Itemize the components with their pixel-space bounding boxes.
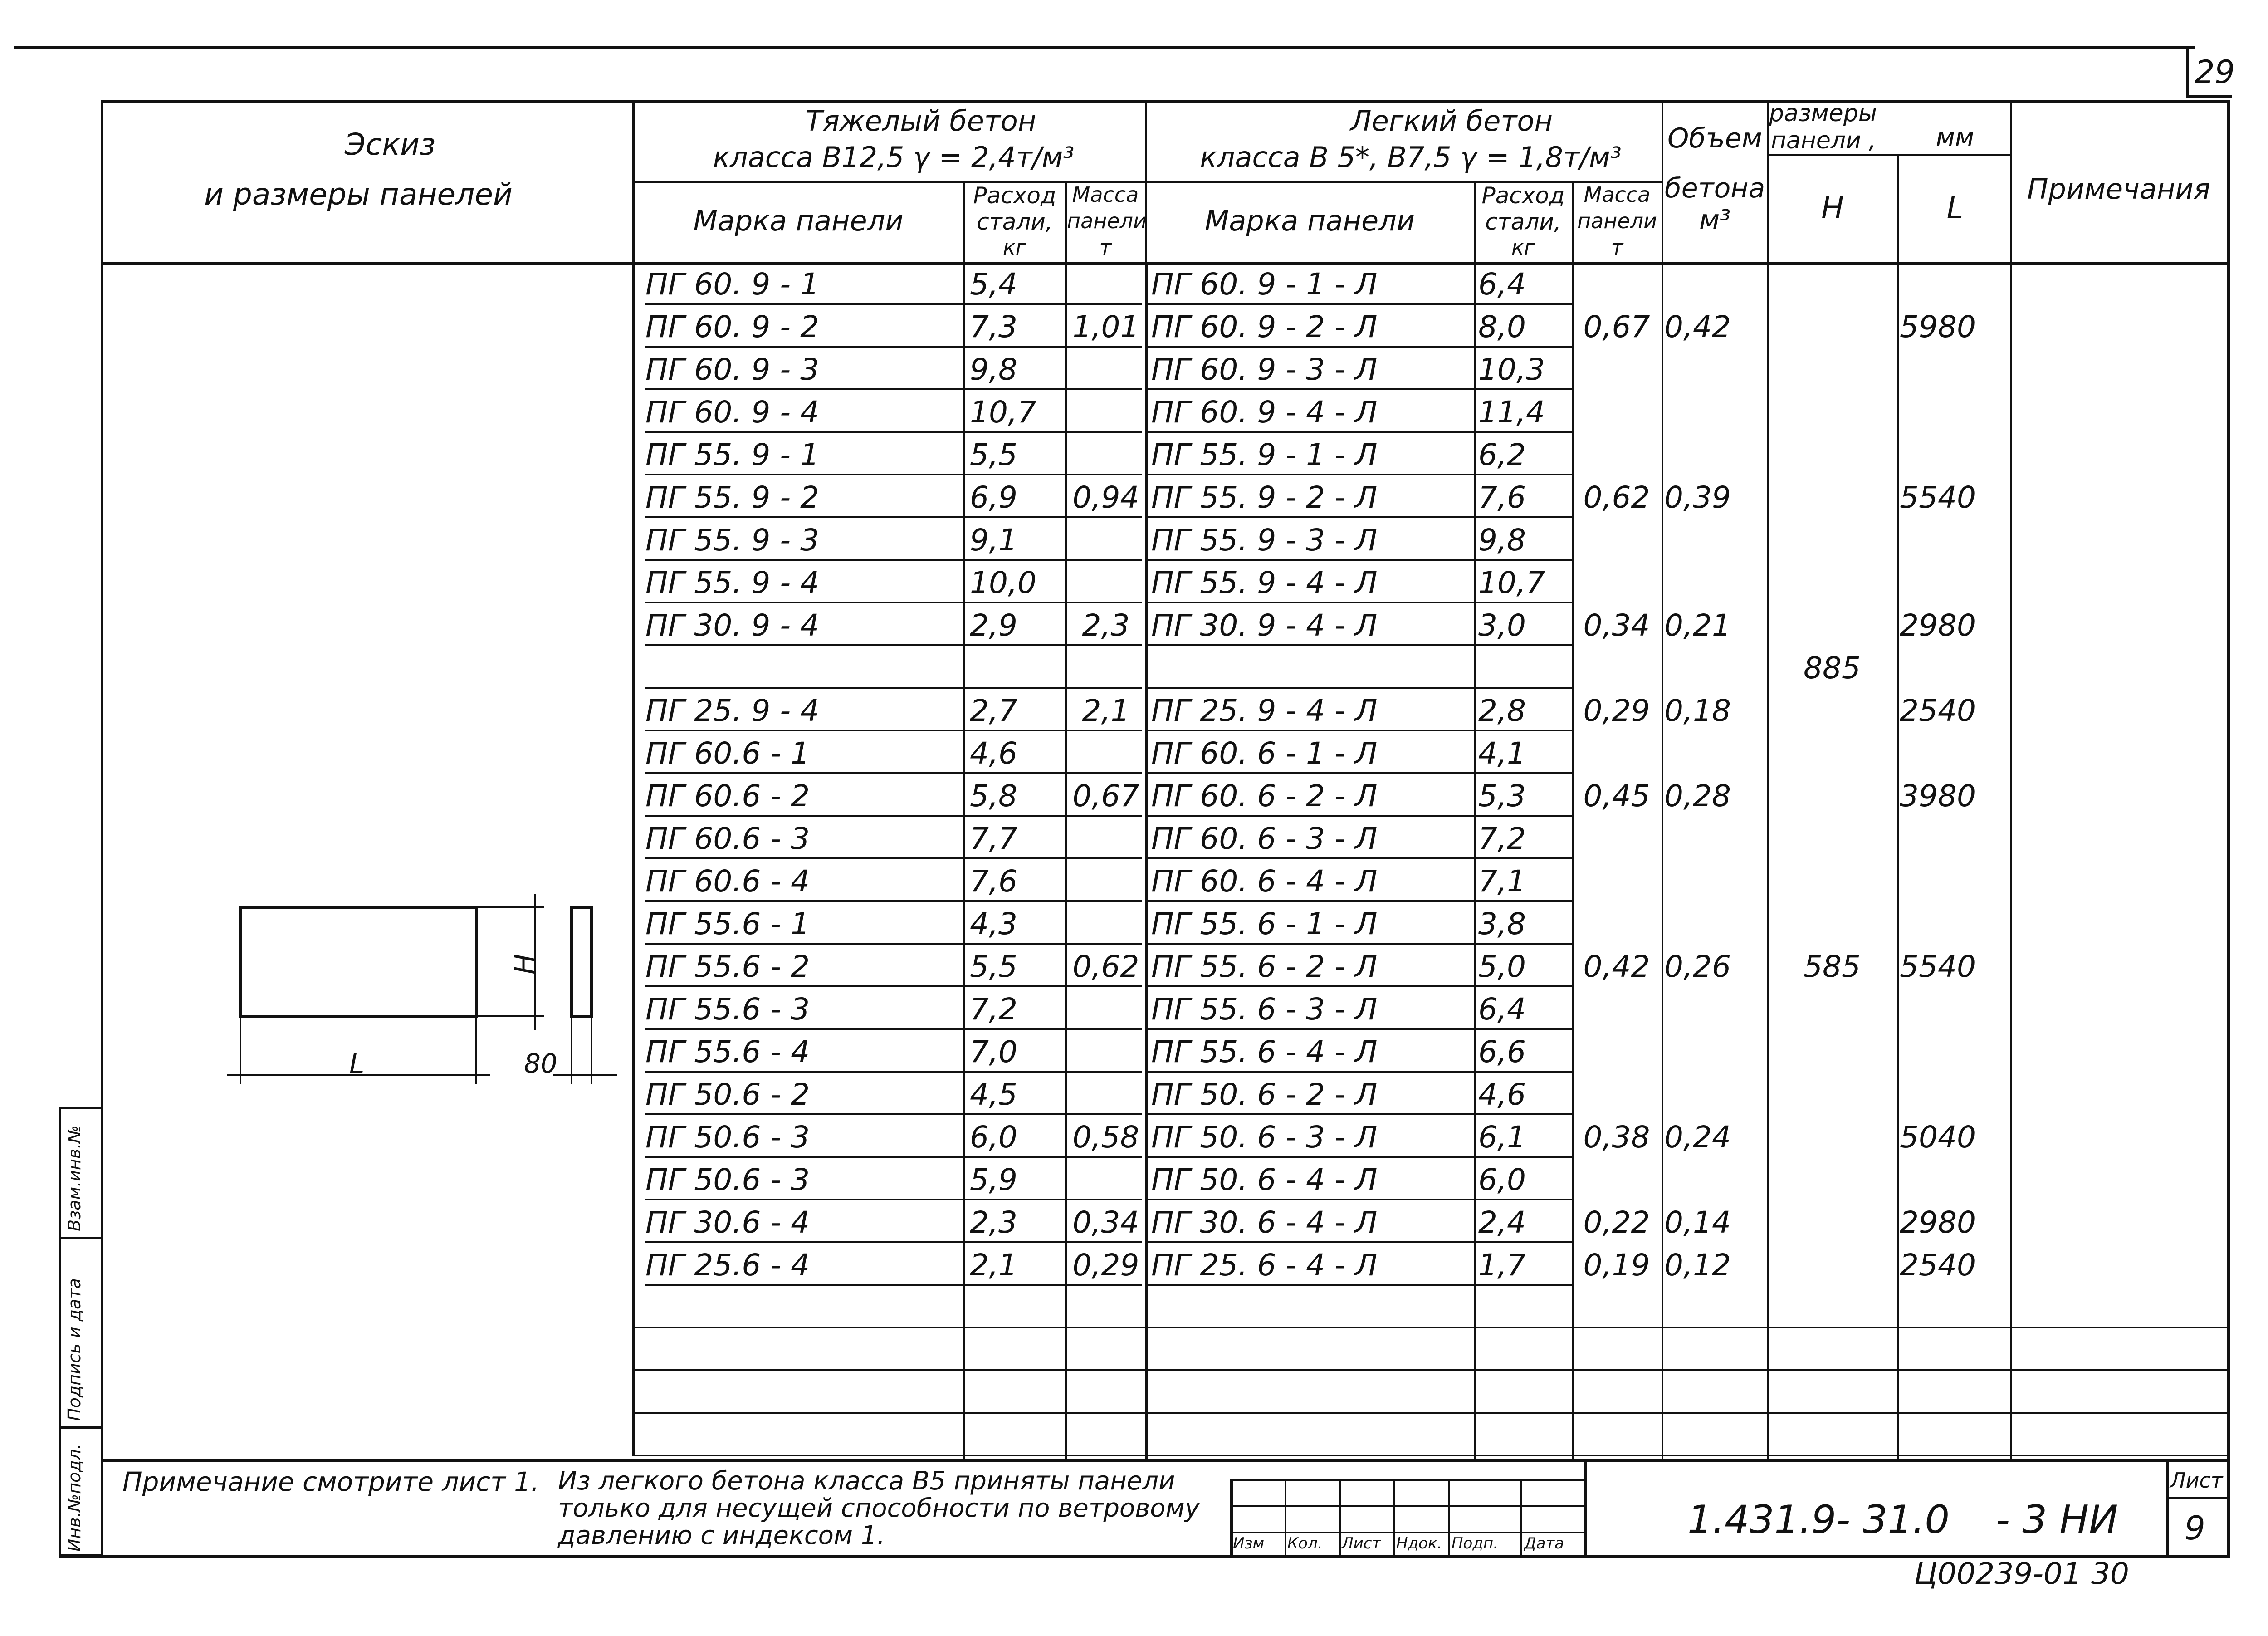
- row-rule: [1148, 772, 1479, 774]
- cell-mark: ПГ 55. 9 - 1: [645, 437, 820, 472]
- cell-vol: 0,12: [1664, 1248, 1731, 1283]
- light-title-2: класса В 5*, В7,5 γ = 1,8т/м³: [1200, 141, 1622, 174]
- cell-l: 5540: [1900, 949, 1976, 984]
- cell-mark: ПГ 60. 9 - 2: [645, 309, 820, 344]
- tb-ndok: Ндок.: [1396, 1534, 1442, 1553]
- row-rule: [1148, 474, 1479, 475]
- row-rule: [1148, 1113, 1479, 1115]
- cell-vol: 0,18: [1664, 693, 1731, 728]
- cell-lsteel: 6,6: [1478, 1034, 1526, 1069]
- row-rule: [645, 474, 1142, 475]
- cell-steel: 10,7: [970, 395, 1036, 430]
- cell-steel: 5,4: [970, 267, 1017, 302]
- cell-lmass: 0,34: [1583, 608, 1650, 643]
- cell-lmark: ПГ 50. 6 - 4 - Л: [1151, 1162, 1378, 1197]
- cell-steel: 6,9: [970, 480, 1017, 515]
- row-rule: [1148, 388, 1479, 390]
- side-stamp-cell-1: [59, 1427, 103, 1556]
- row-rule: [645, 772, 1142, 774]
- cell-mass: 0,34: [1072, 1205, 1139, 1240]
- panel-edge-outline: [572, 907, 591, 1016]
- cell-mass: 1,01: [1072, 309, 1139, 344]
- volume-title-3: м³: [1699, 204, 1731, 236]
- cell-lsteel: 7,2: [1478, 821, 1526, 856]
- cell-steel: 2,9: [970, 608, 1017, 643]
- cell-lmark: ПГ 60. 6 - 4 - Л: [1151, 864, 1378, 899]
- row-rule: [1148, 815, 1479, 817]
- cell-mark: ПГ 25. 9 - 4: [645, 693, 820, 728]
- row-rule: [1148, 857, 1479, 859]
- document-suffix: - 3 НИ: [1996, 1497, 2118, 1543]
- sheet-label: Лист: [2170, 1468, 2223, 1493]
- cell-mark: ПГ 60.6 - 2: [645, 779, 810, 813]
- cell-mark: ПГ 50.6 - 3: [645, 1162, 810, 1197]
- row-rule: [645, 1071, 1142, 1073]
- dims-unit: мм: [1936, 122, 1975, 152]
- cell-steel: 4,3: [970, 906, 1017, 941]
- row-rule: [1478, 815, 1574, 817]
- col-lsteel-header-2: стали,: [1485, 209, 1561, 235]
- cell-lmark: ПГ 55. 6 - 1 - Л: [1151, 906, 1378, 941]
- cell-lmass: 0,38: [1583, 1120, 1650, 1155]
- row-rule: [1148, 1071, 1479, 1073]
- cell-lsteel: 2,4: [1478, 1205, 1526, 1240]
- cell-lsteel: 5,3: [1478, 779, 1526, 813]
- page-number: 29: [2195, 54, 2235, 91]
- cell-steel: 4,6: [970, 736, 1017, 771]
- cell-mark: ПГ 55.6 - 2: [645, 949, 810, 984]
- row-rule: [1148, 303, 1479, 305]
- row-rule: [645, 602, 1142, 603]
- row-rule: [645, 431, 1142, 433]
- cell-mark: ПГ 55.6 - 3: [645, 992, 810, 1027]
- cell-lmark: ПГ 60. 9 - 1 - Л: [1151, 267, 1378, 302]
- row-rule: [645, 1284, 1142, 1286]
- row-rule: [1478, 559, 1574, 561]
- cell-lsteel: 3,8: [1478, 906, 1526, 941]
- cell-lsteel: 10,3: [1478, 352, 1545, 387]
- row-rule: [645, 1199, 1142, 1200]
- title-block-row-1: [1230, 1479, 1584, 1481]
- cell-vol: 0,26: [1664, 949, 1731, 984]
- col-h-header: Н: [1821, 191, 1844, 225]
- col-lmass-header-1: Масса: [1584, 182, 1651, 207]
- title-block-row-3: [1230, 1532, 1584, 1533]
- sheet-number: 9: [2185, 1509, 2205, 1547]
- cell-steel: 5,5: [970, 949, 1017, 984]
- row-rule: [1148, 943, 1479, 945]
- cell-lmark: ПГ 55. 6 - 2 - Л: [1151, 949, 1378, 984]
- cell-steel: 6,0: [970, 1120, 1017, 1155]
- cell-lsteel: 3,0: [1478, 608, 1526, 643]
- cell-mass: 0,94: [1072, 480, 1139, 515]
- col-mass-header-1: Масса: [1072, 182, 1139, 207]
- cell-steel: 4,5: [970, 1077, 1017, 1112]
- sheet-box-left: [2166, 1459, 2169, 1556]
- side-stamp-text-2: Подпись и дата: [64, 1278, 84, 1421]
- cell-lmark: ПГ 60. 6 - 2 - Л: [1151, 779, 1378, 813]
- row-rule: [1148, 985, 1479, 987]
- row-rule: [1478, 1284, 1574, 1286]
- tb-izm: Изм: [1233, 1534, 1265, 1553]
- dims-sub-rule: [1767, 154, 2010, 156]
- row-rule: [645, 346, 1142, 348]
- row-rule: [1148, 1284, 1479, 1286]
- tb-data: Дата: [1524, 1534, 1564, 1553]
- row-rule: [645, 559, 1142, 561]
- cell-mark: ПГ 60. 9 - 4: [645, 395, 820, 430]
- col-lmass-header-3: т: [1611, 235, 1623, 260]
- row-rule: [1478, 687, 1574, 689]
- row-rule: [645, 303, 1142, 305]
- cell-lsteel: 6,2: [1478, 437, 1526, 472]
- cell-vol: 0,24: [1664, 1120, 1731, 1155]
- row-rule: [1478, 1199, 1574, 1200]
- cell-vol: 0,39: [1664, 480, 1731, 515]
- row-rule: [645, 730, 1142, 731]
- row-rule-empty: [632, 1412, 2227, 1414]
- cell-mark: ПГ 50.6 - 3: [645, 1120, 810, 1155]
- side-stamp-cell-2: [59, 1238, 103, 1428]
- row-rule: [645, 1241, 1142, 1243]
- cell-lsteel: 5,0: [1478, 949, 1526, 984]
- cell-vol: 0,14: [1664, 1205, 1731, 1240]
- row-rule: [1148, 644, 1479, 646]
- row-rule: [645, 1156, 1142, 1158]
- cell-lsteel: 1,7: [1478, 1248, 1526, 1283]
- row-rule-empty: [632, 1455, 2227, 1456]
- header-div-hl: [1897, 154, 1899, 262]
- cell-mark: ПГ 55. 9 - 2: [645, 480, 820, 515]
- row-rule: [1148, 516, 1479, 518]
- cell-steel: 9,1: [970, 523, 1017, 558]
- row-rule: [645, 516, 1142, 518]
- sketch-title-1: Эскиз: [344, 127, 436, 162]
- cell-lmark: ПГ 60. 6 - 3 - Л: [1151, 821, 1378, 856]
- row-rule: [1478, 602, 1574, 603]
- cell-steel: 9,8: [970, 352, 1017, 387]
- cell-l: 2980: [1900, 1205, 1976, 1240]
- frame-top: [101, 100, 2230, 103]
- title-block-div-1: [1285, 1479, 1286, 1556]
- row-rule: [645, 900, 1142, 902]
- cell-lsteel: 10,7: [1478, 565, 1545, 600]
- cell-lsteel: 11,4: [1478, 395, 1545, 430]
- row-rule: [645, 1113, 1142, 1115]
- cell-mark: ПГ 60. 9 - 1: [645, 267, 820, 302]
- col-steel-header-3: кг: [1003, 235, 1026, 260]
- cell-mark: ПГ 60.6 - 4: [645, 864, 810, 899]
- cell-lmark: ПГ 55. 9 - 1 - Л: [1151, 437, 1378, 472]
- cell-lmark: ПГ 60. 9 - 4 - Л: [1151, 395, 1378, 430]
- cell-mark: ПГ 55. 9 - 4: [645, 565, 820, 600]
- row-rule: [1148, 559, 1479, 561]
- cell-h: 885: [1804, 651, 1861, 686]
- panel-table-body: [632, 262, 2227, 1460]
- row-rule-empty: [632, 1369, 2227, 1371]
- cell-lmass: 0,62: [1583, 480, 1650, 515]
- header-div-volume: [1662, 100, 1663, 262]
- col-steel-header-2: стали,: [977, 209, 1053, 235]
- row-rule: [1478, 730, 1574, 731]
- cell-lsteel: 7,1: [1478, 864, 1526, 899]
- cell-mass: 0,58: [1072, 1120, 1139, 1155]
- cell-lmark: ПГ 25. 9 - 4 - Л: [1151, 693, 1378, 728]
- cell-steel: 2,1: [970, 1248, 1017, 1283]
- col-l-header: L: [1946, 191, 1964, 225]
- cell-mark: ПГ 55. 9 - 3: [645, 523, 820, 558]
- cell-lsteel: 2,8: [1478, 693, 1526, 728]
- cell-mark: ПГ 30. 9 - 4: [645, 608, 820, 643]
- row-rule: [1478, 1156, 1574, 1158]
- cell-lsteel: 8,0: [1478, 309, 1526, 344]
- row-rule: [1148, 346, 1479, 348]
- row-rule: [1148, 431, 1479, 433]
- col-lsteel-header-3: кг: [1511, 235, 1535, 260]
- sketch-label-thickness: 80: [524, 1048, 557, 1079]
- cell-lsteel: 4,6: [1478, 1077, 1526, 1112]
- col-lsteel-header-1: Расход: [1481, 182, 1565, 209]
- col-mass-header-2: панели: [1067, 209, 1147, 233]
- cell-mark: ПГ 25.6 - 4: [645, 1248, 810, 1283]
- cell-steel: 7,0: [970, 1034, 1017, 1069]
- cell-lmark: ПГ 25. 6 - 4 - Л: [1151, 1248, 1378, 1283]
- sketch-label-h: Н: [509, 954, 541, 975]
- document-code: 1.431.9- 31.0: [1687, 1497, 1950, 1543]
- title-block-div-2: [1339, 1479, 1341, 1556]
- row-rule: [1478, 1071, 1574, 1073]
- side-stamp-text-1: Инв.№подл.: [64, 1443, 84, 1552]
- header-div-dims: [1767, 100, 1769, 262]
- cell-mass: 0,67: [1072, 779, 1139, 813]
- row-rule: [1478, 1113, 1574, 1115]
- col-lmass-header-2: панели: [1577, 209, 1657, 233]
- cell-lsteel: 4,1: [1478, 736, 1526, 771]
- row-rule: [1148, 1028, 1479, 1030]
- cell-lmark: ПГ 30. 6 - 4 - Л: [1151, 1205, 1378, 1240]
- cell-mark: ПГ 55.6 - 4: [645, 1034, 810, 1069]
- row-rule: [645, 1028, 1142, 1030]
- cell-l: 2540: [1900, 693, 1976, 728]
- col-mass-header-3: т: [1099, 235, 1112, 260]
- col-steel-header-1: Расход: [973, 182, 1056, 209]
- cell-mass: 2,1: [1082, 693, 1130, 728]
- cell-lsteel: 6,4: [1478, 267, 1526, 302]
- side-stamp-text-3: Взам.инв.№: [64, 1125, 84, 1231]
- cell-steel: 5,8: [970, 779, 1017, 813]
- cell-lmass: 0,22: [1583, 1205, 1650, 1240]
- cell-mass: 0,62: [1072, 949, 1139, 984]
- cell-steel: 2,7: [970, 693, 1017, 728]
- cell-l: 5980: [1900, 309, 1976, 344]
- tb-kol: Кол.: [1287, 1534, 1323, 1553]
- cell-lmark: ПГ 55. 9 - 4 - Л: [1151, 565, 1378, 600]
- heavy-title-1: Тяжелый бетон: [805, 104, 1036, 137]
- cell-mass: 0,29: [1072, 1248, 1139, 1283]
- tb-list: Лист: [1342, 1534, 1381, 1553]
- sheet-box-mid: [2166, 1497, 2230, 1499]
- footer-note-right-2: только для несущей способности по ветровому: [558, 1494, 1200, 1523]
- row-rule: [1148, 602, 1479, 603]
- header-div-notes: [2010, 100, 2012, 262]
- row-rule: [1478, 516, 1574, 518]
- col-mark-header: Марка панели: [693, 204, 904, 237]
- title-block-code-left: [1584, 1459, 1587, 1556]
- sketch-label-l: L: [349, 1048, 365, 1080]
- tb-podp: Подп.: [1452, 1534, 1498, 1553]
- heavy-title-2: класса В12,5 γ = 2,4т/м³: [713, 141, 1075, 174]
- cell-lsteel: 9,8: [1478, 523, 1526, 558]
- row-rule: [645, 943, 1142, 945]
- row-rule: [1478, 303, 1574, 305]
- cell-mark: ПГ 30.6 - 4: [645, 1205, 810, 1240]
- cell-steel: 7,6: [970, 864, 1017, 899]
- row-rule: [1148, 900, 1479, 902]
- cell-lmark: ПГ 60. 9 - 3 - Л: [1151, 352, 1378, 387]
- notes-header: Примечания: [2027, 172, 2210, 206]
- row-rule: [1148, 687, 1479, 689]
- title-block-div-4: [1448, 1479, 1450, 1556]
- row-rule: [1478, 985, 1574, 987]
- cell-lmass: 0,19: [1583, 1248, 1650, 1283]
- row-rule: [1148, 1241, 1479, 1243]
- cell-lmark: ПГ 30. 9 - 4 - Л: [1151, 608, 1378, 643]
- row-rule: [1478, 1241, 1574, 1243]
- page-number-box-left: [2186, 46, 2189, 97]
- cell-lmark: ПГ 60. 9 - 2 - Л: [1151, 309, 1378, 344]
- cell-h: 585: [1804, 949, 1861, 984]
- cell-lsteel: 6,4: [1478, 992, 1526, 1027]
- row-rule: [1148, 1199, 1479, 1200]
- cell-lmark: ПГ 55. 9 - 3 - Л: [1151, 523, 1378, 558]
- row-rule: [645, 815, 1142, 817]
- cell-lmass: 0,29: [1583, 693, 1650, 728]
- row-rule: [1478, 431, 1574, 433]
- footer-note-right-3: давлению с индексом 1.: [558, 1521, 885, 1550]
- light-title-1: Легкий бетон: [1350, 104, 1553, 137]
- row-rule-empty: [632, 1327, 2227, 1328]
- cell-lmark: ПГ 55. 6 - 3 - Л: [1151, 992, 1378, 1027]
- dims-title-1: размеры: [1769, 100, 1877, 127]
- col-lmark-header: Марка панели: [1204, 204, 1415, 237]
- row-rule: [1148, 1156, 1479, 1158]
- row-rule: [1478, 388, 1574, 390]
- title-block-div-3: [1393, 1479, 1395, 1556]
- row-rule: [645, 857, 1142, 859]
- cell-mass: 2,3: [1082, 608, 1130, 643]
- cell-lmark: ПГ 55. 6 - 4 - Л: [1151, 1034, 1378, 1069]
- title-block-div-5: [1520, 1479, 1522, 1556]
- cell-l: 5540: [1900, 480, 1976, 515]
- volume-title-1: Объем: [1667, 122, 1762, 154]
- cell-lsteel: 6,0: [1478, 1162, 1526, 1197]
- volume-title-2: бетона: [1664, 172, 1765, 204]
- side-stamp-cell-3: [59, 1107, 103, 1239]
- cell-lmark: ПГ 55. 9 - 2 - Л: [1151, 480, 1378, 515]
- cell-steel: 2,3: [970, 1205, 1017, 1240]
- row-rule: [1478, 644, 1574, 646]
- row-rule: [645, 388, 1142, 390]
- cell-steel: 5,9: [970, 1162, 1017, 1197]
- cell-l: 2540: [1900, 1248, 1976, 1283]
- footer-note-right-1: Из легкого бетона класса В5 приняты панели: [558, 1466, 1175, 1496]
- top-rule: [14, 46, 2195, 49]
- cell-l: 2980: [1900, 608, 1976, 643]
- row-rule: [1148, 730, 1479, 731]
- sketch-title-2: и размеры панелей: [204, 177, 513, 212]
- row-rule: [645, 985, 1142, 987]
- dims-title-2: панели ,: [1771, 127, 1876, 154]
- cell-steel: 7,2: [970, 992, 1017, 1027]
- cell-steel: 7,7: [970, 821, 1017, 856]
- row-rule: [645, 687, 1142, 689]
- cell-vol: 0,21: [1664, 608, 1731, 643]
- cell-steel: 10,0: [970, 565, 1036, 600]
- cell-lsteel: 7,6: [1478, 480, 1526, 515]
- cell-lmass: 0,45: [1583, 779, 1650, 813]
- cell-mark: ПГ 60. 9 - 3: [645, 352, 820, 387]
- cell-l: 3980: [1900, 779, 1976, 813]
- cell-vol: 0,28: [1664, 779, 1731, 813]
- cell-steel: 7,3: [970, 309, 1017, 344]
- frame-right: [2227, 100, 2230, 1556]
- cell-l: 5040: [1900, 1120, 1976, 1155]
- row-rule: [1478, 943, 1574, 945]
- cell-mark: ПГ 60.6 - 3: [645, 821, 810, 856]
- cell-lmass: 0,42: [1583, 949, 1650, 984]
- footer-top-rule: [101, 1459, 2230, 1462]
- cell-mark: ПГ 55.6 - 1: [645, 906, 810, 941]
- cell-mark: ПГ 60.6 - 1: [645, 736, 810, 771]
- row-rule: [1478, 474, 1574, 475]
- panel-face-outline: [240, 907, 476, 1016]
- page-number-box-bottom: [2186, 95, 2232, 98]
- row-rule: [1478, 772, 1574, 774]
- row-rule: [1478, 857, 1574, 859]
- frame-bottom: [59, 1555, 2230, 1558]
- cell-lsteel: 6,1: [1478, 1120, 1526, 1155]
- cell-mark: ПГ 50.6 - 2: [645, 1077, 810, 1112]
- cell-lmark: ПГ 50. 6 - 3 - Л: [1151, 1120, 1378, 1155]
- row-rule: [645, 644, 1142, 646]
- header-div-light: [1145, 100, 1147, 262]
- title-block-row-2: [1230, 1505, 1584, 1507]
- archive-code: Ц00239-01 30: [1914, 1556, 2129, 1591]
- cell-vol: 0,42: [1664, 309, 1731, 344]
- cell-lmass: 0,67: [1583, 309, 1650, 344]
- cell-steel: 5,5: [970, 437, 1017, 472]
- row-rule: [1478, 900, 1574, 902]
- row-rule: [1478, 346, 1574, 348]
- cell-lmark: ПГ 50. 6 - 2 - Л: [1151, 1077, 1378, 1112]
- cell-lmark: ПГ 60. 6 - 1 - Л: [1151, 736, 1378, 771]
- row-rule: [1478, 1028, 1574, 1030]
- footer-note-left: Примечание смотрите лист 1.: [122, 1466, 539, 1497]
